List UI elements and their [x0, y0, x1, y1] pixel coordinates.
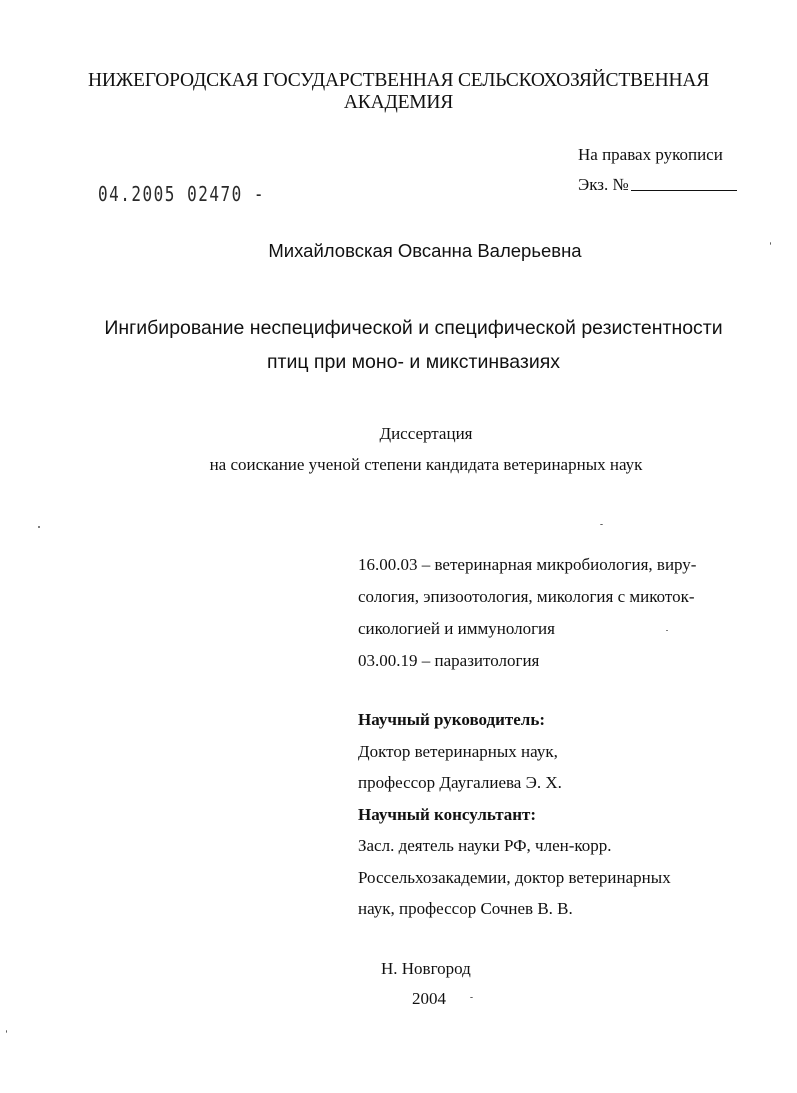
scan-speck	[470, 997, 473, 998]
specialty-line-3: сикологией и иммунология	[358, 619, 555, 638]
consultant-heading: Научный консультант:	[358, 804, 537, 824]
dissertation-type: Диссертация	[379, 424, 473, 443]
scan-speck	[38, 526, 40, 528]
scan-speck	[666, 630, 668, 631]
scan-speck	[6, 1030, 7, 1033]
publication-year: 2004	[412, 989, 446, 1008]
copy-number	[578, 175, 737, 195]
consultant-line-3: наук, профессор Сочнев В. В.	[358, 899, 573, 918]
copy-number-label: Экз. №	[578, 175, 629, 194]
scan-speck	[600, 524, 603, 525]
consultant-line-2: Россельхозакадемии, доктор ветеринарных	[358, 867, 671, 887]
specialty-line-2: сология, эпизоотология, микология с микоток-	[358, 587, 695, 606]
author-name: Михайловская Овсанна Валерьевна	[268, 240, 582, 261]
supervisor-line-1: Доктор ветеринарных наук,	[358, 741, 558, 761]
specialties-block	[358, 549, 758, 677]
scan-speck	[770, 242, 771, 245]
degree-statement: на соискание ученой степени кандидата ветеринарных наук	[209, 455, 643, 474]
copy-number-blank	[631, 176, 737, 191]
specialty-line-1: 16.00.03 – ветеринарная микробиология, виру-	[358, 555, 697, 574]
institution-name	[0, 70, 797, 114]
institution-line-1: НИЖЕГОРОДСКАЯ ГОСУДАРСТВЕННАЯ СЕЛЬСКОХОЗЯЙСТВЕННАЯ	[87, 70, 710, 91]
manuscript-rights: На правах рукописи	[578, 145, 723, 164]
consultant-line-1: Засл. деятель науки РФ, член-корр.	[358, 836, 612, 855]
library-stamp-number: 04.2005 02470 -	[98, 182, 265, 206]
institution-line-2: АКАДЕМИЯ	[343, 92, 454, 113]
specialty-line-4: 03.00.19 – паразитология	[358, 651, 540, 670]
advisors-block	[358, 704, 758, 925]
supervisor-heading: Научный руководитель:	[358, 710, 545, 729]
place-of-publication: Н. Новгород	[381, 959, 471, 978]
title-line-1: Ингибирование неспецифической и специфической резистентности	[104, 317, 723, 339]
dissertation-title	[30, 311, 797, 379]
supervisor-line-2: профессор Даугалиева Э. Х.	[358, 773, 562, 792]
title-line-2: птиц при моно- и микстинвазиях	[266, 351, 561, 373]
